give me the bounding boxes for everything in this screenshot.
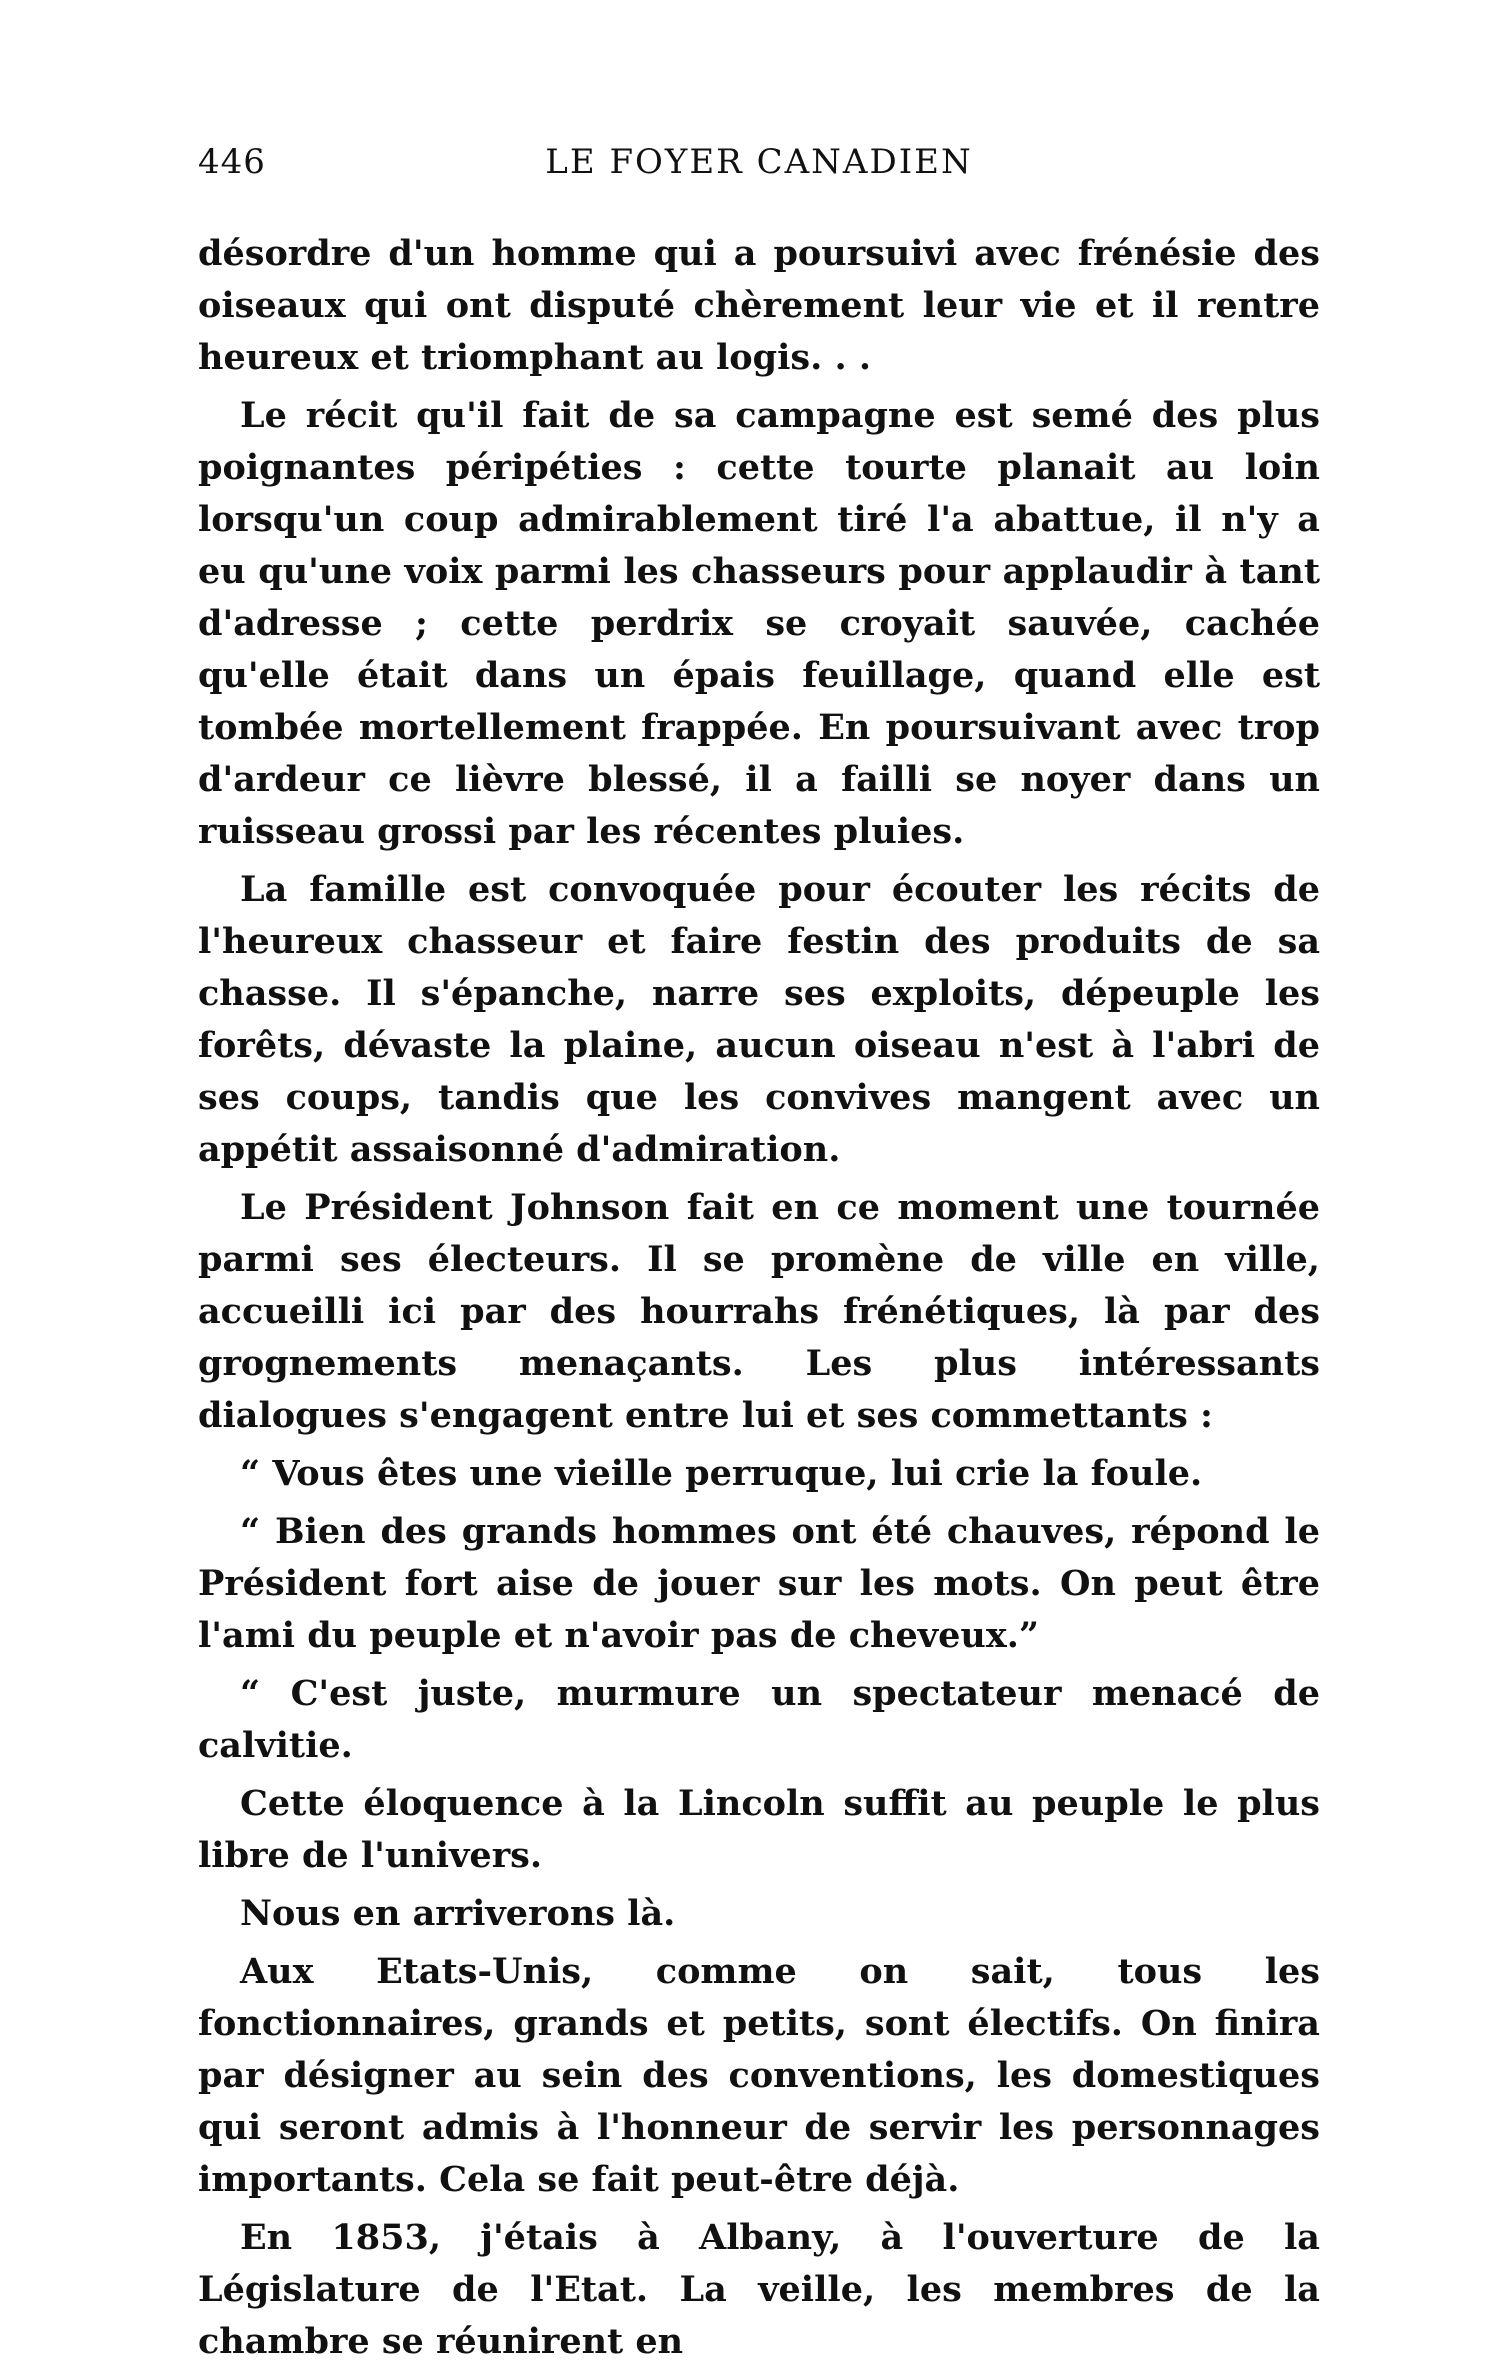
page-number: 446 bbox=[198, 142, 266, 182]
paragraph: “ Vous êtes une vieille perruque, lui crie la foule. bbox=[240, 1453, 1203, 1494]
running-title: LE FOYER CANADIEN bbox=[545, 142, 973, 182]
paragraph: désordre d'un homme qui a poursuivi avec frénésie des oiseaux qui ont disputé chèrement leur vie et il rentre heureux et triomphant au logis. . . bbox=[198, 233, 1320, 378]
paragraph: “ C'est juste, murmure un spectateur menacé de calvitie. bbox=[198, 1673, 1320, 1766]
paragraph: Le Président Johnson fait en ce moment une tournée parmi ses électeurs. Il se promène de ville en ville, accueilli ici par des hourrahs frénétiques, là par des grognements menaçants. Les plus intéressants dialogues s'engagent entre lui et ses commettants : bbox=[198, 1187, 1320, 1436]
paragraph: La famille est convoquée pour écouter les récits de l'heureux chasseur et faire festin des produits de sa chasse. Il s'épanche, narre ses exploits, dépeuple les forêts, dévaste la plaine, aucun oiseau n'est à l'abri de ses coups, tandis que les convives mangent avec un appétit assaisonné d'admiration. bbox=[198, 869, 1320, 1170]
paragraph: En 1853, j'étais à Albany, à l'ouverture de la Législature de l'Etat. La veille, les membres de la chambre se réunirent en bbox=[198, 2217, 1320, 2362]
page-header bbox=[198, 142, 1320, 192]
paragraph: Aux Etats-Unis, comme on sait, tous les fonctionnaires, grands et petits, sont électifs. On finira par désigner au sein des conventions, les domestiques qui seront admis à l'honneur de servir les personnages importants. Cela se fait peut-être déjà. bbox=[198, 1951, 1320, 2200]
paragraph: Cette éloquence à la Lincoln suffit au peuple le plus libre de l'univers. bbox=[198, 1783, 1320, 1876]
body-text bbox=[198, 228, 1320, 2368]
paragraph: “ Bien des grands hommes ont été chauves, répond le Président fort aise de jouer sur les mots. On peut être l'ami du peuple et n'avoir pas de cheveux.” bbox=[198, 1511, 1320, 1656]
paragraph: Nous en arriverons là. bbox=[240, 1893, 676, 1934]
paragraph: Le récit qu'il fait de sa campagne est semé des plus poignantes péripéties : cette tourte planait au loin lorsqu'un coup admirablement tiré l'a abattue, il n'y a eu qu'une voix parmi les chasseurs pour applaudir à tant d'adresse ; cette perdrix se croyait sauvée, cachée qu'elle était dans un épais feuillage, quand elle est tombée mortellement frappée. En poursuivant avec trop d'ardeur ce lièvre blessé, il a failli se noyer dans un ruisseau grossi par les récentes pluies. bbox=[198, 395, 1320, 852]
